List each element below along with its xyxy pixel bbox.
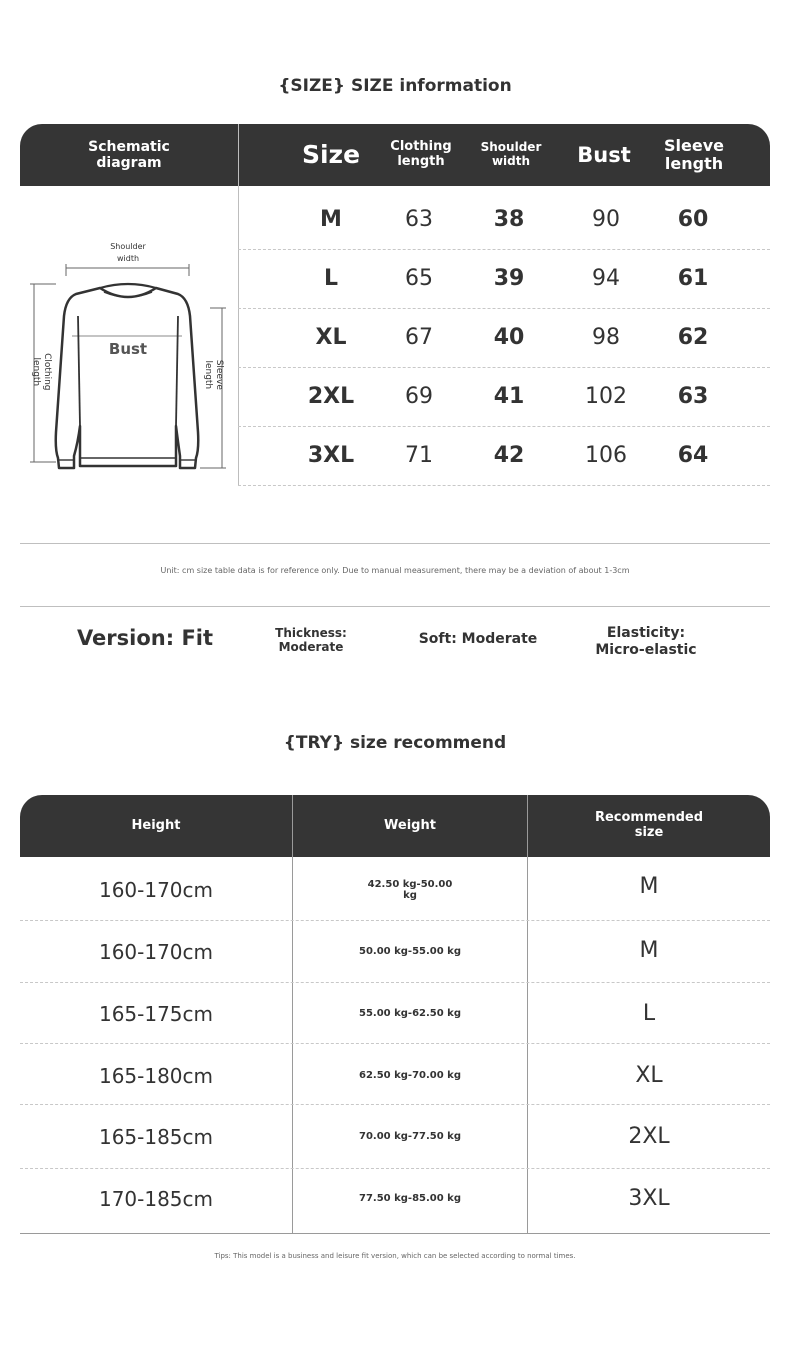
header-schematic-diagram (20, 124, 238, 186)
header-recommended-line1: Recommended (594, 810, 704, 826)
header-clothing-line1: Clothing (390, 139, 452, 155)
weight-line1: 50.00 kg-55.00 kg (359, 946, 461, 957)
recommend-table-header (20, 795, 770, 857)
sleeve-cell: 60 (677, 207, 709, 232)
section-divider (20, 606, 770, 607)
header-sleeve-length (650, 124, 738, 186)
size-table-header (20, 124, 770, 186)
weight-line1: 55.00 kg-62.50 kg (359, 1008, 461, 1019)
height-cell: 160-170cm (98, 877, 214, 902)
clothing-cell: 69 (405, 384, 433, 409)
bust-cell: 94 (592, 266, 620, 291)
header-size: Size (301, 139, 361, 169)
diagram-bust-label: Bust (108, 340, 148, 358)
elasticity-line1: Elasticity: (606, 625, 686, 641)
version-label: Version: Fit (76, 626, 214, 650)
tips-note: Tips: This model is a business and leisure fit version, which can be selected according to normal times. (214, 1252, 576, 1260)
size-cell: XL (315, 325, 347, 350)
thickness-label (250, 626, 372, 655)
size-cell: 2XL (307, 384, 355, 409)
header-height: Height (131, 817, 181, 833)
weight-cell (293, 983, 527, 1044)
weight-cell (293, 1106, 527, 1167)
height-cell: 170-185cm (98, 1186, 214, 1211)
sleeve-cell: 62 (677, 325, 709, 350)
clothing-cell: 65 (405, 266, 433, 291)
section-divider (20, 543, 770, 544)
recommended-size-cell: L (642, 1001, 656, 1026)
clothing-cell: 71 (405, 443, 433, 468)
thickness-line2: Moderate (278, 640, 344, 655)
weight-line2: kg (403, 889, 417, 901)
height-cell: 165-175cm (98, 1001, 214, 1026)
header-clothing-line2: length (397, 154, 445, 169)
diagram-divider (238, 124, 239, 486)
shoulder-cell: 40 (493, 325, 525, 350)
shoulder-cell: 41 (493, 384, 525, 409)
header-bust: Bust (577, 142, 631, 167)
weight-cell (293, 1045, 527, 1106)
soft-label: Soft: Moderate (418, 631, 538, 647)
weight-line1: 77.50 kg-85.00 kg (359, 1193, 461, 1204)
header-diagram-line1: Schematic (88, 138, 170, 155)
recommended-size-cell: M (639, 874, 659, 899)
weight-cell (293, 921, 527, 982)
size-cell: 3XL (307, 443, 355, 468)
weight-line1: 42.50 kg-50.00 (367, 878, 453, 890)
table-bottom-line (20, 1233, 770, 1234)
diagram-sleeve-line1: Sleeve (213, 359, 224, 390)
header-recommended-line2: size (634, 825, 664, 840)
header-shoulder-line1: Shoulder (480, 140, 542, 155)
header-shoulder-line2: width (491, 154, 531, 168)
shoulder-cell: 38 (493, 207, 525, 232)
diagram-clothing-line1: Clothing (41, 353, 52, 391)
shoulder-cell: 39 (493, 266, 525, 291)
weight-line1: 62.50 kg-70.00 kg (359, 1070, 461, 1081)
recommended-size-cell: 2XL (628, 1124, 670, 1149)
row-divider (20, 1043, 770, 1044)
row-divider (20, 1104, 770, 1105)
header-clothing-length (376, 124, 466, 186)
size-cell: M (320, 207, 342, 232)
sleeve-cell: 63 (677, 384, 709, 409)
row-divider (238, 485, 770, 486)
weight-line1: 70.00 kg-77.50 kg (359, 1131, 461, 1142)
recommended-size-cell: 3XL (628, 1186, 670, 1211)
clothing-cell: 63 (405, 207, 433, 232)
shoulder-cell: 42 (493, 443, 525, 468)
sleeve-cell: 64 (677, 443, 709, 468)
unit-note: Unit: cm size table data is for reference only. Due to manual measurement, there may be a deviation of about 1-3cm (160, 566, 630, 575)
recommended-size-cell: M (639, 938, 659, 963)
diagram-sleeve-line2: length (203, 360, 213, 390)
diagram-shoulder-line1: Shoulder (110, 242, 146, 251)
bust-cell: 98 (592, 325, 620, 350)
size-cell: L (323, 266, 339, 291)
elasticity-label (572, 625, 720, 659)
diagram-clothing-line2: length (31, 357, 41, 387)
header-diagram-line2: diagram (96, 155, 162, 171)
header-shoulder-width (466, 124, 556, 186)
header-weight: Weight (384, 817, 436, 833)
header-recommended-size (528, 795, 770, 857)
height-cell: 165-180cm (98, 1063, 214, 1088)
bust-cell: 106 (585, 443, 627, 468)
diagram-shoulder-label (98, 241, 158, 264)
bust-cell: 102 (585, 384, 627, 409)
height-cell: 160-170cm (98, 939, 214, 964)
clothing-cell: 67 (405, 325, 433, 350)
recommended-size-cell: XL (635, 1063, 663, 1088)
diagram-clothing-label (30, 337, 52, 407)
bust-cell: 90 (592, 207, 620, 232)
weight-cell (293, 1168, 527, 1229)
recommend-section-title: {TRY} size recommend (283, 733, 507, 753)
thickness-line1: Thickness: (275, 626, 347, 640)
size-section-title: {SIZE} SIZE information (278, 76, 512, 96)
sweatshirt-diagram (22, 236, 234, 480)
weight-cell (293, 859, 527, 920)
header-sleeve-line1: Sleeve (664, 135, 724, 155)
header-sleeve-line2: length (664, 154, 724, 173)
diagram-shoulder-line2: width (116, 253, 140, 263)
height-cell: 165-185cm (98, 1124, 214, 1149)
diagram-sleeve-label (202, 340, 224, 410)
elasticity-line2: Micro-elastic (595, 641, 697, 658)
sleeve-cell: 61 (677, 266, 709, 291)
